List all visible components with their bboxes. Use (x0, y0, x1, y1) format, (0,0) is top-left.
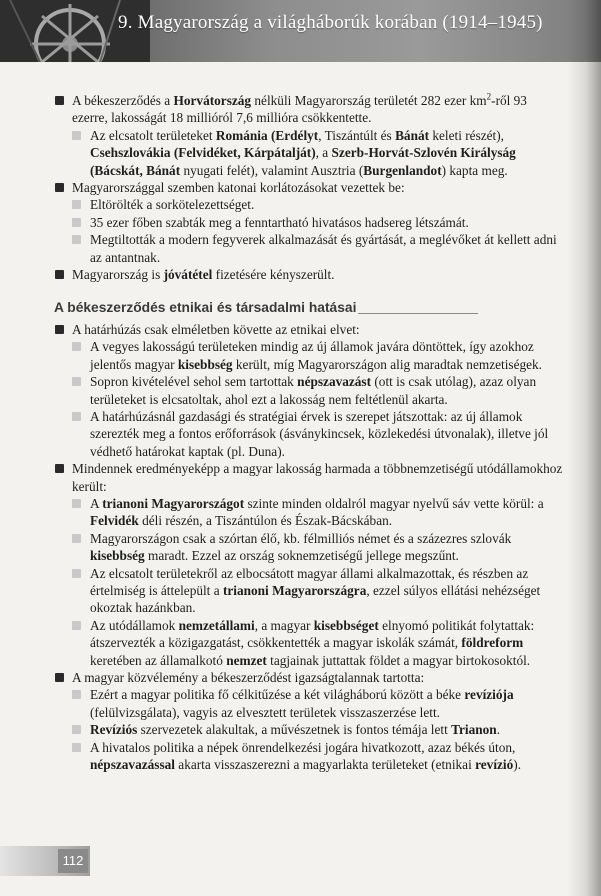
bold-term: trianoni Magyarországra (222, 582, 367, 598)
heading-rule (358, 313, 478, 314)
sub-bullet-item (54, 721, 566, 738)
text-run: Az elcsatolt területeket (90, 127, 216, 143)
bold-term: kisebbség (90, 548, 145, 564)
bold-term: Burgenlandot (363, 162, 442, 178)
section-heading (54, 299, 566, 316)
sub-bullet-item (54, 196, 566, 213)
section-ethnic-effects-list (54, 321, 566, 774)
square-bullet-icon (55, 183, 64, 192)
text-run: Az elcsatolt területekről az elbocsátott magyar állami alkalmazottak, és részben az értelmiség is áttelepült a (90, 565, 529, 598)
text-run: Magyarországgal szemben katonai korlátozásokat vezettek be: (72, 180, 405, 196)
text-run: akarta visszaszerezni a magyarlakta területeket (etnikai (174, 757, 476, 773)
text-run: került, míg Magyarországon alig maradtak nemzetiségek. (232, 356, 542, 372)
sub-bullet-item (54, 408, 566, 460)
bold-term: Revíziós (90, 722, 138, 738)
text-run: tagjainak juttattak földet a magyar birtokosoktól. (266, 652, 531, 668)
sub-bullet-item (54, 338, 566, 373)
text-run: A magyar közvélemény a békeszerződést igazságtalannak tartotta: (72, 670, 425, 685)
bold-term: Felvidék (90, 513, 139, 529)
text-run: 35 ezer főben szabták meg a fenntartható hivatásos hadsereg létszámát. (90, 214, 469, 230)
text-run: Megtiltották a modern fegyverek alkalmazását és gyártását, a meglévőket át kellett adni az antantnak. (90, 232, 557, 265)
text-run: . (496, 722, 501, 738)
text-run: keretében az államalkotó (90, 652, 227, 668)
sub-bullet-item (54, 617, 566, 669)
bold-term: Horvátország (173, 93, 252, 108)
bold-term: Bánát (395, 127, 430, 143)
page-curl-shadow (567, 0, 601, 896)
text-run: déli részén, a Tiszántúlon és Észak-Bácskában. (138, 513, 393, 529)
chapter-header (0, 0, 601, 62)
square-bullet-icon (55, 673, 64, 682)
text-run: ). (513, 757, 522, 773)
sub-bullet-item (54, 127, 566, 179)
text-run: Magyarország is (72, 267, 164, 283)
bold-term: kisebbséget (313, 617, 379, 633)
gray-square-bullet-icon (72, 569, 81, 578)
text-run: 2 (486, 91, 492, 102)
gray-square-bullet-icon (72, 743, 81, 752)
gray-square-bullet-icon (72, 131, 81, 140)
text-run: , a magyar (254, 617, 314, 633)
text-run: -ről 93 ezerre, lakosságát 18 millióról 7,6 millióra csökkentette. (72, 93, 527, 126)
text-run: Sopron kivételével sehol sem tartottak (90, 374, 298, 390)
page-content (54, 92, 566, 773)
text-run: (felülvizsgálata), vagyis az elvesztett területek visszaszerzése lett. (90, 704, 440, 720)
text-run: Eltörölték a sorkötelezettséget. (90, 197, 255, 213)
bullet-item (54, 179, 566, 196)
sub-bullet-item (54, 530, 566, 565)
bold-term: revízió (475, 757, 514, 773)
text-run: A (90, 495, 103, 511)
text-run: Az utódállamok (90, 617, 179, 633)
text-run: Mindennek eredményeképp a magyar lakosság harmada a többnemzetiségű utódállamokhoz került: (72, 461, 563, 494)
gray-square-bullet-icon (72, 342, 81, 351)
bold-term: földreform (461, 635, 524, 651)
sub-bullet-item (54, 373, 566, 408)
bold-term: népszavazást (297, 374, 372, 390)
bold-term: Szerb-Horvát-Szlovén Királyság (Bácskát, Bánát (90, 145, 516, 178)
gray-square-bullet-icon (72, 377, 81, 386)
bullet-item (54, 460, 566, 495)
gray-square-bullet-icon (72, 218, 81, 227)
bold-term: jóvátétel (163, 267, 213, 283)
bold-term: trianoni Magyarországot (102, 495, 245, 511)
page-number: 112 (58, 849, 88, 873)
bold-term: kisebbség (177, 356, 233, 372)
sub-bullet-item (54, 739, 566, 774)
bold-term: Románia (Erdélyt (215, 127, 319, 143)
bullet-item (54, 92, 566, 127)
gray-square-bullet-icon (72, 412, 81, 421)
gray-square-bullet-icon (72, 499, 81, 508)
sub-bullet-item (54, 565, 566, 617)
bullet-item (54, 321, 566, 338)
chapter-title: 9. Magyarország a világháborúk korában (1914–1945) (118, 12, 543, 33)
text-run: keleti részét), (429, 127, 505, 143)
bold-term: Csehszlovákia (Felvidéket, Kárpátalját) (90, 145, 316, 161)
text-run: (ott is csak utólag), azaz olyan területeket is elcsatoltak, ahol ezt a lakosság nem feltétlenül akarta. (90, 374, 537, 407)
text-run: elnyomó politikát folytattak: átszervezték a közigazgatást, csökkentették a magyar iskolák számát, (90, 617, 535, 651)
bullet-item (54, 669, 566, 686)
gray-square-bullet-icon (72, 725, 81, 734)
bold-term: nemzetállami (178, 617, 255, 633)
bold-term: népszavazással (90, 757, 175, 773)
sub-bullet-item (54, 495, 566, 530)
text-run: ) kapta meg. (441, 162, 508, 178)
square-bullet-icon (55, 270, 64, 279)
text-run: szervezetek alakultak, a művészetnek is fontos témája lett (137, 722, 452, 738)
text-run: szinte minden oldalról magyar nyelvű sáv vette körül: a (244, 495, 544, 511)
text-run: A hivatalos politika a népek önrendelkezési jogára hivatkozott, azaz békés úton, (90, 739, 516, 755)
bold-term: revíziója (464, 687, 514, 703)
text-run: nélküli Magyarország területét 282 ezer km (251, 93, 487, 108)
section-peace-treaty-list (54, 92, 566, 283)
square-bullet-icon (55, 464, 64, 473)
text-run: A vegyes lakosságú területeken mindig az új államok javára döntöttek, így azokhoz jelentős magyar (90, 339, 534, 372)
text-run: , ezzel súlyos ellátási nehézséget okoztak hazánkban. (90, 582, 541, 616)
sub-bullet-item (54, 214, 566, 231)
text-run: , Tiszántúlt és (318, 127, 396, 143)
text-run: A határhúzás csak elméletben követte az etnikai elvet: (72, 321, 360, 337)
text-run: Magyarországon csak a szórtan élő, kb. félmilliós német és a százezres szlovák (90, 530, 512, 546)
text-run: fizetésére kényszerült. (212, 267, 335, 283)
text-run: maradt. Ezzel az ország soknemzetiségű jellege megszűnt. (144, 548, 459, 564)
sub-bullet-item (54, 231, 566, 266)
text-run: A békeszerződés a (72, 93, 174, 108)
text-run: Ezért a magyar politika fő célkitűzése a két világháború között a béke (90, 687, 465, 703)
square-bullet-icon (55, 96, 64, 105)
section-heading-text: A békeszerződés etnikai és társadalmi hatásai (54, 300, 357, 316)
gray-square-bullet-icon (72, 200, 81, 209)
gray-square-bullet-icon (72, 690, 81, 699)
gray-square-bullet-icon (72, 534, 81, 543)
bold-term: Trianon (451, 722, 497, 738)
text-run: nyugati felét), valamint Ausztria ( (180, 162, 364, 178)
sub-bullet-item (54, 686, 566, 721)
gray-square-bullet-icon (72, 235, 81, 244)
bold-term: nemzet (226, 652, 267, 668)
text-run: , a (315, 145, 332, 161)
text-run: A határhúzásnál gazdasági és stratégiai érvek is szerepet játszottak: az új államok szerezték meg a fontos erőforrások (ásványkincsek, közlekedési útvonalak), illetve jól védhető határokat kaptak (pl. Duna). (90, 408, 549, 459)
square-bullet-icon (55, 325, 64, 334)
gray-square-bullet-icon (72, 621, 81, 630)
bullet-item (54, 266, 566, 283)
